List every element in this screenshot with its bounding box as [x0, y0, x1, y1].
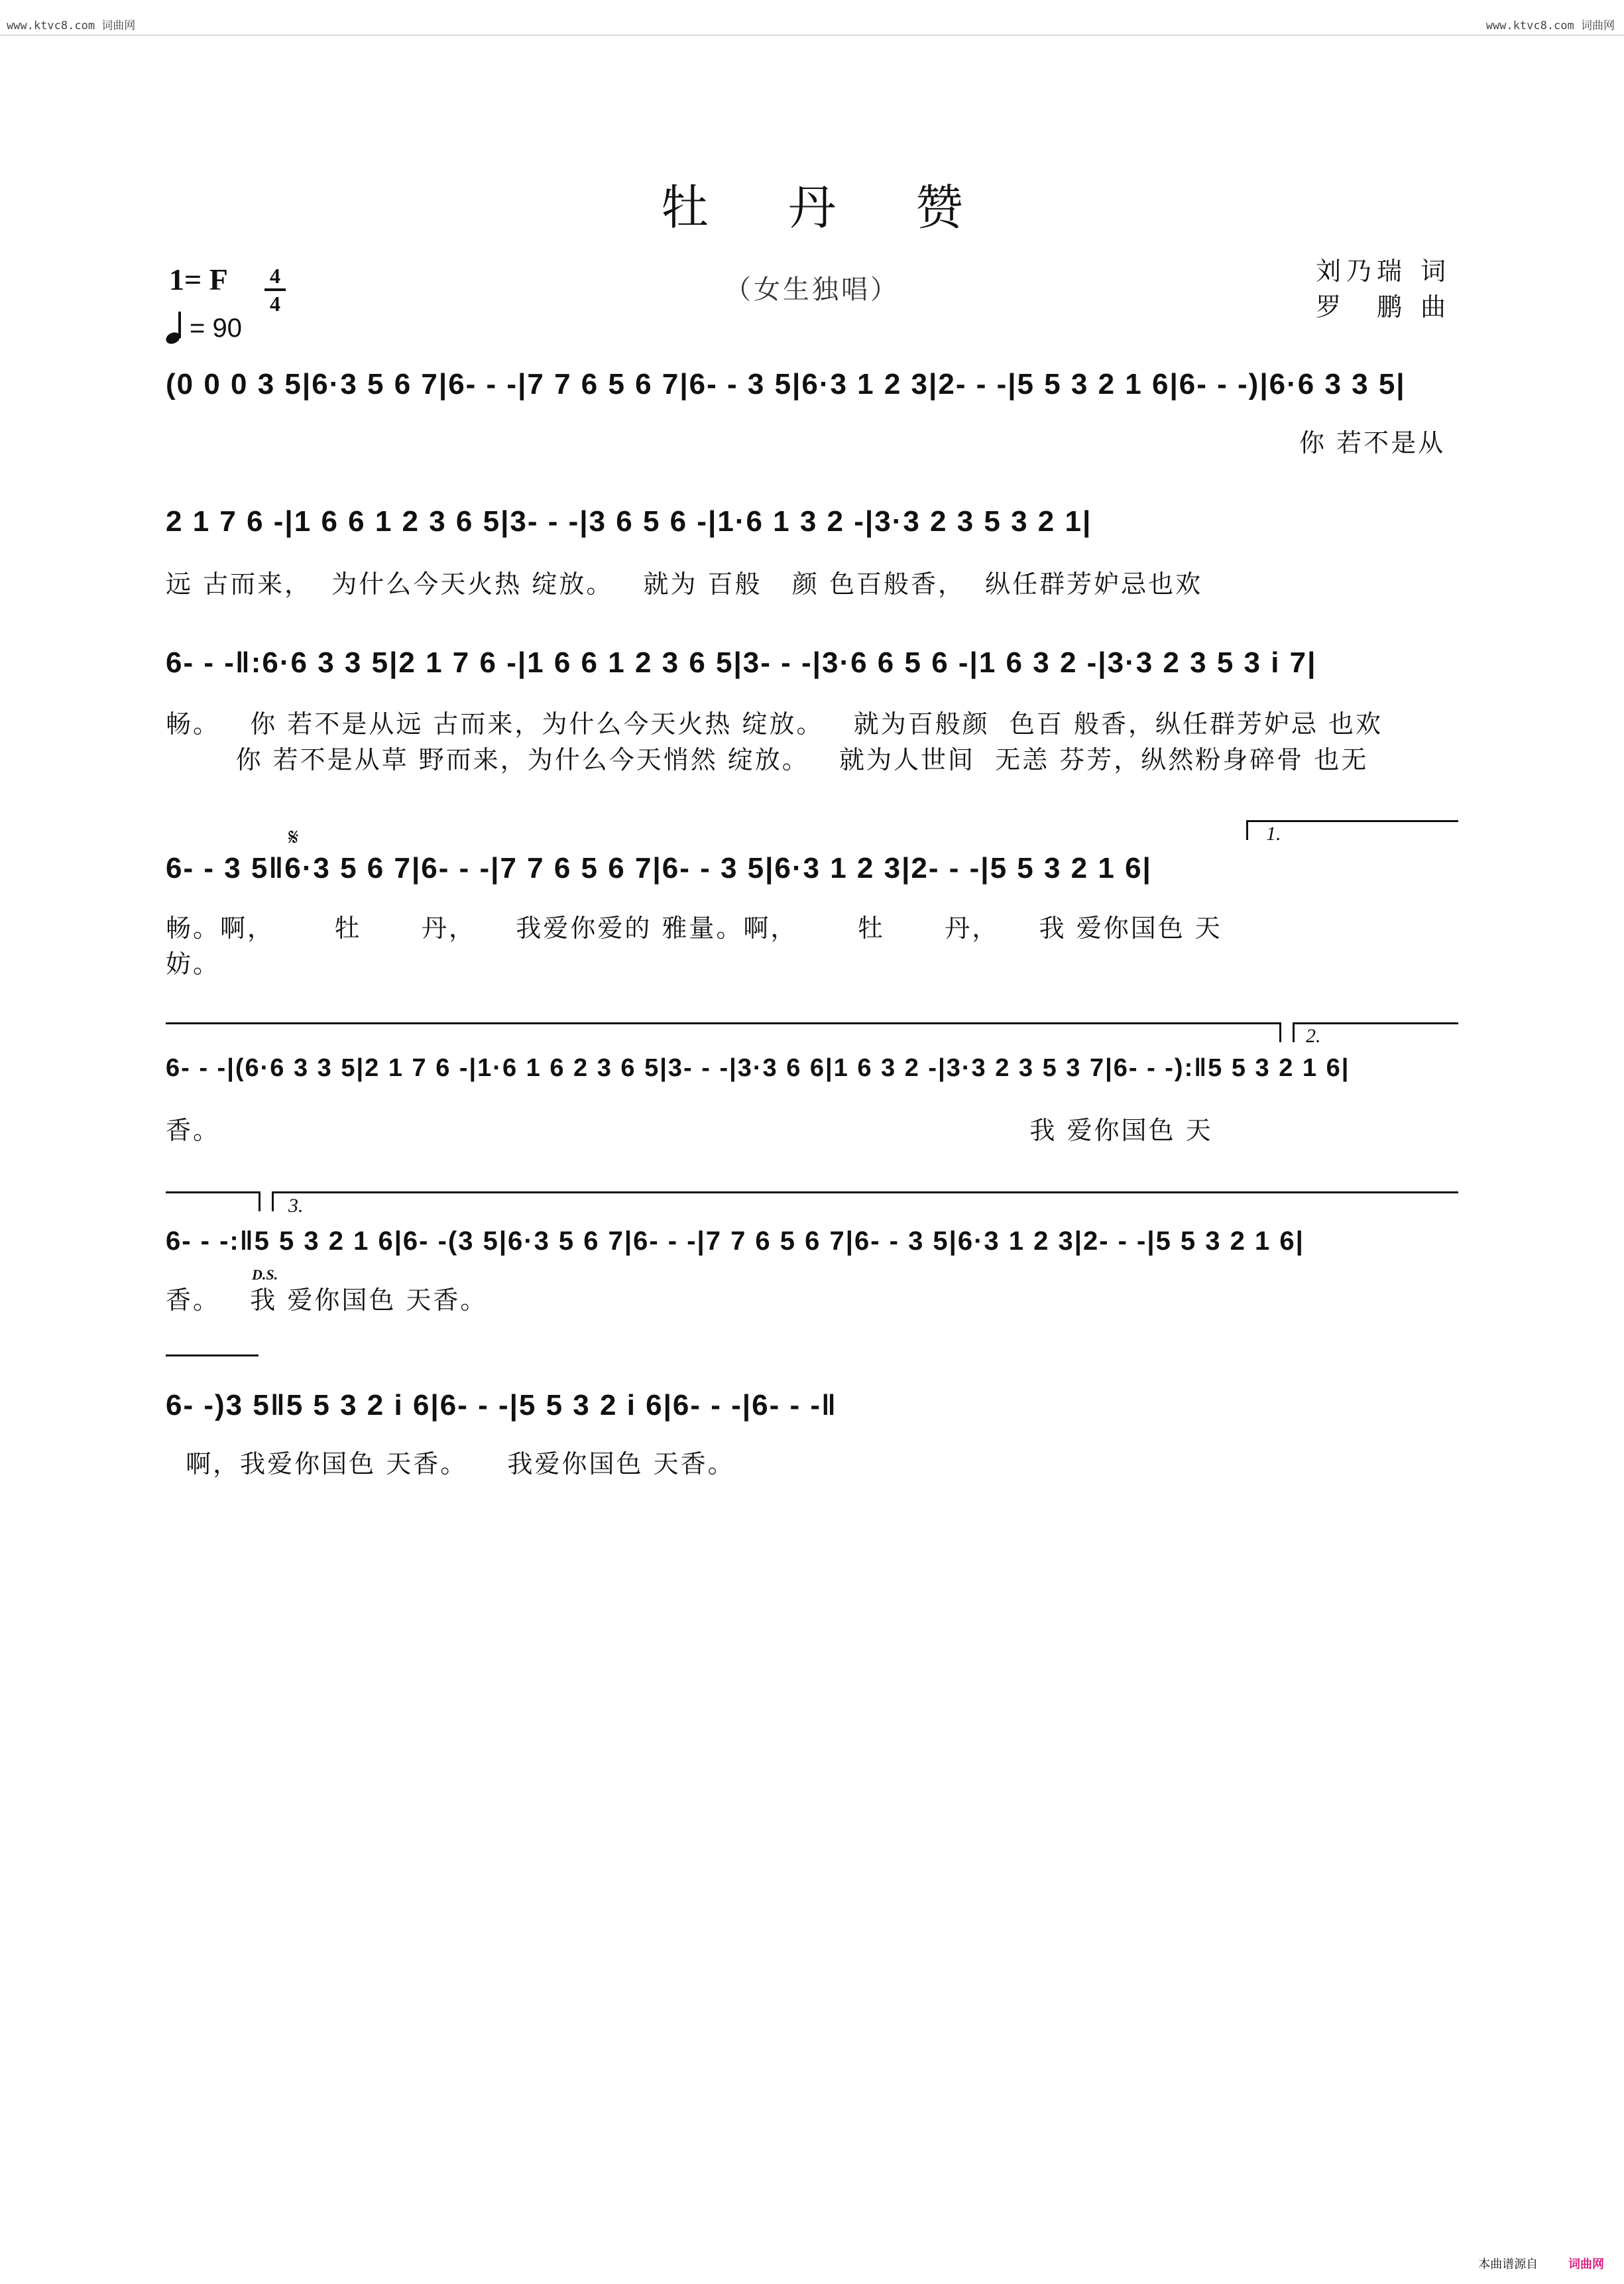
footer-note: 本曲谱源自	[1478, 2257, 1538, 2271]
volta-bracket-tick	[1293, 1022, 1295, 1042]
volta-bracket	[166, 1022, 1279, 1024]
lyric-line: 香。 我 爱你国色 天香。	[166, 1286, 488, 1315]
lyric-line: 妨。	[166, 949, 221, 979]
lyric-line: 畅。 你 若不是从远 古而来，为什么今天火热 绽放。 就为百般颜 色百 般香，纵任群芳妒忌 也欢	[166, 709, 1383, 739]
song-title: 牡丹赞	[660, 180, 1043, 235]
volta-number: 2.	[1306, 1025, 1321, 1047]
quarter-note-icon	[166, 312, 186, 343]
notation-line: 6- - 3 5‖6·3 5 6 7|6- - -|7 7 6 5 6 7|6- - 3 5|6·3 1 2 3|2- - -|5 5 3 2 1 6|	[166, 852, 1152, 884]
volta-number: 3.	[288, 1195, 304, 1217]
volta-bracket	[1246, 820, 1458, 822]
volta-bracket	[1293, 1022, 1458, 1024]
dal-segno-mark: D.S.	[252, 1266, 278, 1283]
notation-line: (0 0 0 3 5|6·3 5 6 7|6- - -|7 7 6 5 6 7|6- - 3 5|6·3 1 2 3|2- - -|5 5 3 2 1 6|6- - -)|6·6 3 3 5|	[166, 368, 1406, 400]
header-divider	[0, 34, 1624, 36]
notation-line: 6- - -|(6·6 3 3 5|2 1 7 6 -|1·6 1 6 2 3 6 5|3- - -|3·3 6 6|1 6 3 2 -|3·3 2 3 5 3 7|6- - -):‖5 5 3 2 1 6|	[166, 1054, 1350, 1082]
lyric-line: 畅。啊， 牡 丹， 我爱你爱的 雅量。啊， 牡 丹， 我 爱你国色 天	[166, 914, 1222, 943]
time-signature-top: 4	[270, 264, 280, 288]
site-url-right[interactable]: www.ktvc8.com 词曲网	[1485, 19, 1615, 32]
lyric-line: 远 古而来， 为什么今天火热 绽放。 就为 百般 颜 色百般香， 纵任群芳妒忌也欢	[166, 570, 1203, 599]
footer-brand[interactable]: 词曲网	[1568, 2257, 1604, 2271]
volta-bracket	[166, 1354, 259, 1356]
volta-bracket-tick	[1279, 1022, 1281, 1042]
credits	[1316, 253, 1451, 325]
time-signature-bottom: 4	[270, 292, 280, 316]
volta-bracket	[166, 1191, 259, 1193]
volta-bracket-tick	[1246, 820, 1248, 840]
segno-icon: 𝄋	[288, 824, 299, 851]
lyricist: 刘乃瑞 词	[1316, 257, 1452, 286]
composer: 罗 鹏 曲	[1316, 292, 1452, 322]
volta-bracket	[272, 1191, 1458, 1193]
site-url-left[interactable]: www.ktvc8.com 词曲网	[7, 19, 136, 32]
tempo-marking	[166, 312, 242, 343]
lyric-line: 啊，我爱你国色 天香。 我爱你国色 天香。	[166, 1449, 735, 1478]
side-watermark-strip-right	[1613, 27, 1623, 2257]
notation-line: 6- -)3 5‖5 5 3 2 i 6|6- - -|5 5 3 2 i 6|6- - -|6- - -‖	[166, 1389, 837, 1421]
volta-bracket-tick	[272, 1191, 274, 1211]
notation-line: 6- - -‖:6·6 3 3 5|2 1 7 6 -|1 6 6 1 2 3 6 5|3- - -|3·6 6 5 6 -|1 6 3 2 -|3·3 2 3 5 3 i 7|	[166, 646, 1317, 679]
volta-bracket-tick	[259, 1191, 261, 1211]
lyric-line: 你 若不是从	[1299, 428, 1446, 457]
lyric-line: 你 若不是从草 野而来，为什么今天悄然 绽放。 就为人世间 无恙 芬芳，纵然粉身碎骨 也无	[166, 745, 1369, 774]
footer-credit	[1478, 2255, 1604, 2272]
notation-line: 6- - -:‖5 5 3 2 1 6|6- -(3 5|6·3 5 6 7|6- - -|7 7 6 5 6 7|6- - 3 5|6·3 1 2 3|2- - -|5 5 3 2 1 6|	[166, 1227, 1305, 1256]
lyric-line: 香。 我 爱你国色 天	[166, 1116, 1213, 1145]
tempo-value: = 90	[190, 314, 242, 343]
side-watermark-strip-left	[1, 27, 11, 2257]
volta-number: 1.	[1266, 823, 1281, 845]
key-signature: 1= F	[169, 263, 228, 296]
notation-line: 2 1 7 6 -|1 6 6 1 2 3 6 5|3- - -|3 6 5 6 -|1·6 1 3 2 -|3·3 2 3 5 3 2 1|	[166, 505, 1092, 538]
performance-note: （女生独唱）	[725, 274, 899, 305]
